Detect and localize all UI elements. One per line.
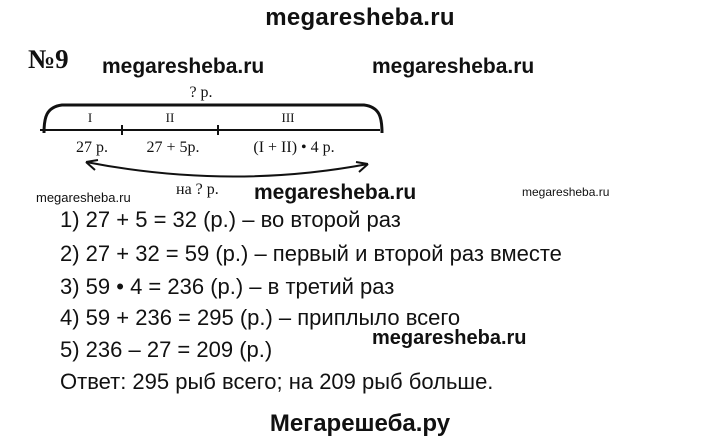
segment-mark-1: I (87, 110, 93, 125)
watermark-mid-3: megaresheba.ru (254, 181, 417, 204)
watermark-top: megaresheba.ru (265, 4, 455, 31)
solution-step-3: 3) 59 • 4 = 236 (р.) – в третий раз (60, 274, 395, 299)
task-number: №9 (28, 44, 69, 74)
arrow-right-icon (356, 162, 368, 172)
watermark-small-right: megaresheba.ru (522, 185, 610, 199)
difference-label: на ? р. (176, 181, 219, 198)
solution-step-1: 1) 27 + 5 = 32 (р.) – во второй раз (60, 207, 401, 232)
total-brace (44, 105, 382, 133)
segment-value-2: 27 + 5р. (146, 139, 200, 156)
segment-value-1: 27 р. (76, 139, 108, 156)
watermark-mid-1: megaresheba.ru (102, 55, 265, 78)
solution-step-5: 5) 236 – 27 = 209 (р.) (60, 337, 273, 362)
watermark-mid-2: megaresheba.ru (372, 55, 535, 78)
watermark-bottom: Мегарешеба.ру (269, 410, 451, 437)
arrow-left-icon (86, 160, 98, 170)
watermark-small-left: megaresheba.ru (36, 190, 131, 205)
segment-value-3: (I + II) • 4 р. (253, 139, 335, 156)
watermark-mid-4: megaresheba.ru (372, 327, 527, 349)
segment-diagram (0, 0, 720, 210)
solution-step-2: 2) 27 + 32 = 59 (р.) – первый и второй раз вместе (60, 241, 562, 266)
answer-line: Ответ: 295 рыб всего; на 209 рыб больше. (60, 369, 494, 394)
segment-mark-2: II (165, 110, 175, 125)
comparison-arc (86, 162, 368, 177)
segment-mark-3: III (281, 110, 295, 125)
total-label: ? р. (189, 84, 213, 101)
solution-step-4: 4) 59 + 236 = 295 (р.) – приплыло всего (60, 305, 461, 330)
